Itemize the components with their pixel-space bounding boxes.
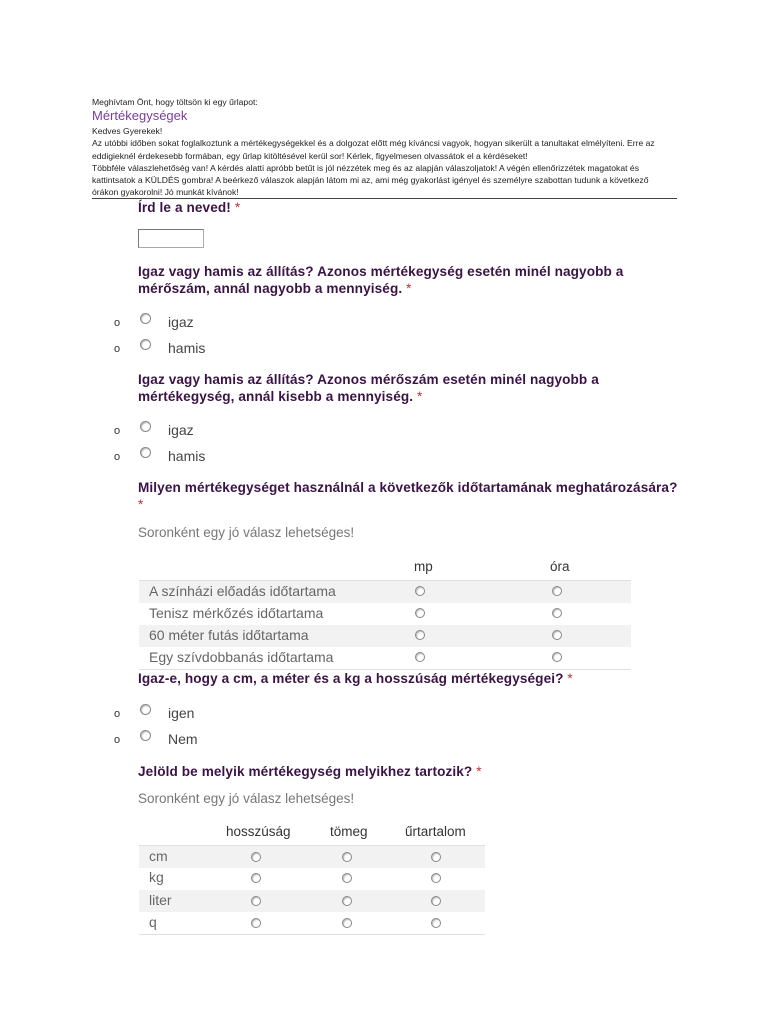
grid-row (139, 912, 485, 935)
option-label: Nem (168, 731, 198, 747)
radio-button[interactable] (342, 918, 352, 928)
grid-row-label: q (149, 914, 157, 930)
list-bullet: o (114, 734, 121, 746)
grid-row (139, 580, 631, 603)
radio-button[interactable] (342, 873, 352, 883)
grid-row (139, 603, 631, 625)
help-text: Soronként egy jó válasz lehetséges! (138, 525, 355, 540)
help-text: Soronként egy jó válasz lehetséges! (138, 791, 355, 806)
question-title: Igaz vagy hamis az állítás? Azonos mértékegység esetén minél nagyobb a mérőszám, annál nagyobb a mennyiség. (138, 264, 624, 296)
radio-button[interactable] (415, 652, 425, 662)
grid-row-label: Tenisz mérkőzés időtartama (149, 605, 324, 621)
question-true-false-2 (138, 371, 678, 405)
radio-button[interactable] (415, 586, 425, 596)
grid-row-label: 60 méter futás időtartama (149, 627, 309, 643)
option-label: igaz (168, 314, 194, 330)
list-bullet: o (114, 317, 121, 329)
option-label: igaz (168, 422, 194, 438)
radio-button[interactable] (140, 730, 151, 741)
radio-button[interactable] (140, 447, 151, 458)
grid-row-label: Egy szívdobbanás időtartama (149, 649, 334, 665)
grid-row-label: liter (149, 892, 172, 908)
question-title: Igaz vagy hamis az állítás? Azonos mérőszám esetén minél nagyobb a mértékegység, annál kisebb a mennyiség. (138, 372, 599, 404)
grid-row-label: kg (149, 869, 164, 885)
question-name (138, 199, 678, 216)
grid-row-label: cm (149, 848, 168, 864)
option-label: hamis (168, 340, 206, 356)
list-bullet: o (114, 708, 121, 720)
question-unit-categories (138, 763, 678, 780)
required-mark: * (138, 497, 144, 512)
radio-button[interactable] (342, 852, 352, 862)
name-input[interactable] (138, 229, 204, 248)
grid-column-header: hosszúság (226, 824, 291, 839)
list-bullet: o (114, 343, 121, 355)
option-label: igen (168, 705, 195, 721)
question-title: Igaz-e, hogy a cm, a méter és a kg a hosszúság mértékegységei? (138, 671, 564, 686)
radio-button[interactable] (415, 608, 425, 618)
radio-button[interactable] (552, 608, 562, 618)
required-mark: * (406, 281, 412, 296)
question-length-units (138, 670, 678, 687)
grid-column-header: mp (414, 559, 433, 574)
radio-button[interactable] (431, 873, 441, 883)
list-bullet: o (114, 451, 121, 463)
required-mark: * (476, 764, 482, 779)
required-mark: * (567, 671, 573, 686)
radio-button[interactable] (431, 852, 441, 862)
radio-button[interactable] (431, 896, 441, 906)
option-label: hamis (168, 448, 206, 464)
radio-button[interactable] (552, 586, 562, 596)
greeting-text: Kedves Gyerekek! (92, 126, 163, 137)
radio-button[interactable] (140, 421, 151, 432)
question-title: Milyen mértékegységet használnál a következők időtartamának meghatározására? (138, 480, 678, 495)
radio-button[interactable] (140, 313, 151, 324)
radio-button[interactable] (342, 896, 352, 906)
grid-row-label: A színházi előadás időtartama (149, 583, 336, 599)
radio-button[interactable] (140, 339, 151, 350)
radio-button[interactable] (140, 704, 151, 715)
grid-row (139, 625, 631, 647)
radio-button[interactable] (431, 918, 441, 928)
question-title: Írd le a neved! (138, 200, 231, 215)
intro-paragraph-2: Többféle válaszlehetőség van! A kérdés alatti apróbb betűt is jól nézzétek meg és az alapján válaszoljatok! A végén ellenőrizzétek magatokat és kattintsatok a KÜLDÉS gombra! A beérkező válaszok alapján látom mi az, ami még gyakorlást igényel és személyre szabottan tudunk a következő órákon gyakorolni! Jó munkát kívánok! (92, 162, 649, 198)
required-mark: * (234, 200, 241, 215)
invite-text: Meghívtam Önt, hogy töltsön ki egy űrlapot: (92, 97, 258, 107)
list-bullet: o (114, 425, 121, 437)
grid-row (139, 845, 485, 868)
question-title: Jelöld be melyik mértékegység melyikhez tartozik? (138, 764, 473, 779)
grid-column-header: óra (550, 559, 570, 574)
grid-column-header: űrtartalom (405, 824, 466, 839)
required-mark: * (417, 389, 423, 404)
radio-button[interactable] (552, 652, 562, 662)
radio-button[interactable] (251, 873, 261, 883)
radio-button[interactable] (552, 630, 562, 640)
form-intro (92, 96, 676, 198)
question-true-false-1 (138, 263, 678, 297)
question-time-units (138, 479, 678, 513)
intro-paragraph-1: Az utóbbi időben sokat foglalkoztunk a mértékegységekkel és a dolgozat előtt még kíváncsi vagyok, hogyan sikerült a tanultakat elmélyíteni. Erre az eddigieknél érdekesebb formában, egy űrlap kitöltésével kerül sor! Kérlek, figyelmesen olvassátok el a kérdéseket! (92, 138, 655, 161)
radio-button[interactable] (251, 896, 261, 906)
radio-button[interactable] (251, 852, 261, 862)
grid-column-header: tömeg (330, 824, 368, 839)
form-title: Mértékegységek (92, 108, 188, 124)
radio-button[interactable] (251, 918, 261, 928)
grid-row (139, 867, 485, 889)
radio-button[interactable] (415, 630, 425, 640)
grid-row (139, 647, 631, 670)
grid-row (139, 890, 485, 912)
